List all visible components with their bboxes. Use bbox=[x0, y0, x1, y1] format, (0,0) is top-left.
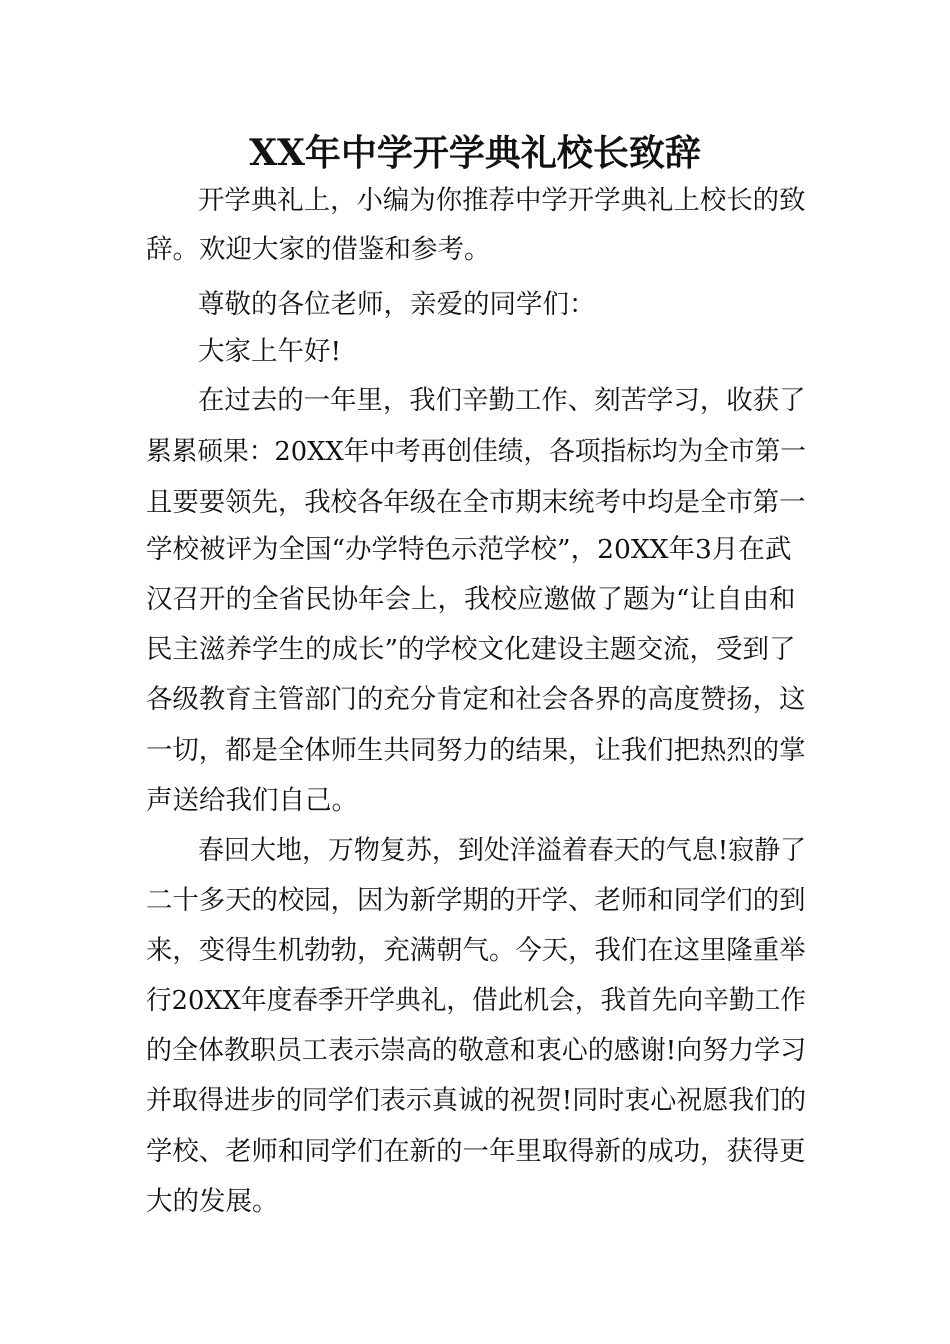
text-line-6: 累累硕果：20XX年中考再创佳绩，各项指标均为全市第一 bbox=[146, 436, 806, 467]
text-line-13: 声送给我们自己。 bbox=[146, 785, 358, 816]
greeting-line: 大家上午好! bbox=[198, 336, 342, 367]
document-title: XX年中学开学典礼校长致辞 bbox=[249, 132, 701, 174]
text-line-15: 二十多天的校园，因为新学期的开学、老师和同学们的到 bbox=[146, 885, 806, 916]
text-line-8: 学校被评为全国“办学特色示范学校”，20XX年3月在武 bbox=[146, 534, 792, 565]
text-line-1: 开学典礼上，小编为你推荐中学开学典礼上校长的致 bbox=[198, 185, 806, 216]
text-line-17: 行20XX年度春季开学典礼，借此机会，我首先向辛勤工作 bbox=[146, 985, 806, 1016]
text-line-18: 的全体教职员工表示崇高的敬意和衷心的感谢!向努力学习 bbox=[146, 1035, 807, 1066]
text-line-21: 大的发展。 bbox=[146, 1186, 279, 1217]
salutation-line: 尊敬的各位老师，亲爱的同学们： bbox=[198, 289, 596, 320]
text-line-16: 来，变得生机勃勃，充满朝气。今天，我们在这里隆重举 bbox=[146, 935, 806, 966]
text-line-12: 一切，都是全体师生共同努力的结果，让我们把热烈的掌 bbox=[146, 735, 806, 766]
text-line-19: 并取得进步的同学们表示真诚的祝贺!同时衷心祝愿我们的 bbox=[146, 1085, 807, 1116]
text-line-2: 辞。欢迎大家的借鉴和参考。 bbox=[146, 234, 491, 265]
text-line-20: 学校、老师和同学们在新的一年里取得新的成功，获得更 bbox=[146, 1136, 806, 1167]
text-line-11: 各级教育主管部门的充分肯定和社会各界的高度赞扬，这 bbox=[146, 684, 806, 715]
text-line-7: 且要要领先，我校各年级在全市期末统考中均是全市第一 bbox=[146, 487, 806, 518]
text-line-10: 民主滋养学生的成长”的学校文化建设主题交流，受到了 bbox=[146, 634, 796, 665]
text-line-5: 在过去的一年里，我们辛勤工作、刻苦学习，收获了 bbox=[198, 385, 806, 416]
text-line-14: 春回大地，万物复苏，到处洋溢着春天的气息!寂静了 bbox=[198, 835, 807, 866]
text-line-9: 汉召开的全省民协年会上，我校应邀做了题为“让自由和 bbox=[146, 584, 796, 615]
